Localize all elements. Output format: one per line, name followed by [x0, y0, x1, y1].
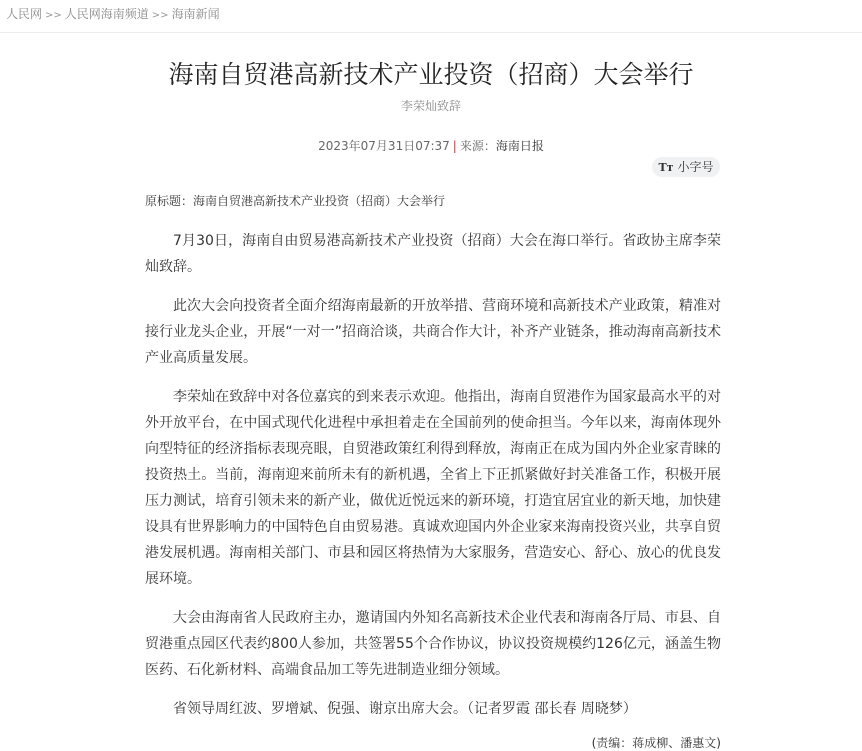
article-subtitle: 李荣灿致辞: [400, 99, 461, 113]
source-link[interactable]: 海南日报: [495, 139, 544, 153]
breadcrumb-separator: >>: [151, 10, 169, 21]
breadcrumb-link-home[interactable]: 人民网: [6, 7, 43, 21]
breadcrumb-link-news[interactable]: 海南新闻: [171, 7, 220, 21]
font-size-label: 小字号: [677, 160, 714, 174]
original-title: 原标题：海南自贸港高新技术产业投资（招商）大会举行: [145, 194, 446, 208]
article-main: [145, 228, 721, 751]
paragraph: 7月30日，海南自由贸易港高新技术产业投资（招商）大会在海口举行。省政协主席李荣灿致辞。: [145, 233, 721, 275]
breadcrumb: [6, 5, 220, 25]
paragraph: 大会由海南省人民政府主办，邀请国内外知名高新技术企业代表和海南各厅局、市县、自贸港重点园区代表约800人参加，共签署55个合作协议，协议投资规模约126亿元，涵盖生物医药、石化新材料、高端食品加工等先进制造业细分领域。: [145, 610, 721, 678]
article-meta: [0, 138, 862, 154]
font-size-toggle-button[interactable]: [652, 157, 720, 177]
paragraph: 省领导周红波、罗增斌、倪强、谢京出席大会。（记者罗霞 邵长春 周晓梦）: [173, 701, 637, 717]
divider: [0, 32, 862, 33]
article-body: [145, 228, 721, 722]
breadcrumb-link-channel[interactable]: 人民网海南频道: [64, 7, 149, 21]
source-label: 来源：: [459, 139, 496, 153]
paragraph: 李荣灿在致辞中对各位嘉宾的到来表示欢迎。他指出，海南自贸港作为国家最高水平的对外开放平台，在中国式现代化进程中承担着走在全国前列的使命担当。今年以来，海南体现外向型特征的经济指标表现亮眼，自贸港政策红利得到释放，海南正在成为国内外企业家青睐的投资热土。当前，海南迎来前所未有的新机遇，全省上下正抓紧做好封关准备工作，积极开展压力测试，培育引领未来的新产业，做优近悦远来的新环境，打造宜居宜业的新天地，加快建设具有世界影响力的中国特色自由贸易港。真诚欢迎国内外企业家来海南投资兴业，共享自贸港发展机遇。海南相关部门、市县和园区将热情为大家服务，营造安心、舒心、放心的优良发展环境。: [145, 389, 721, 587]
publish-datetime: 2023年07月31日07:37: [318, 139, 450, 153]
editor-credit: (责编：蒋成柳、潘惠文): [591, 736, 721, 750]
breadcrumb-separator: >>: [45, 10, 62, 21]
paragraph: 此次大会向投资者全面介绍海南最新的开放举措、营商环境和高新技术产业政策，精准对接行业龙头企业，开展“一对一”招商洽谈，共商合作大计，补齐产业链条，推动海南高新技术产业高质量发展。: [145, 298, 721, 366]
text-size-icon: Tт: [658, 161, 674, 174]
article-title: 海南自贸港高新技术产业投资（招商）大会举行: [168, 60, 694, 89]
meta-separator: |: [452, 139, 457, 153]
